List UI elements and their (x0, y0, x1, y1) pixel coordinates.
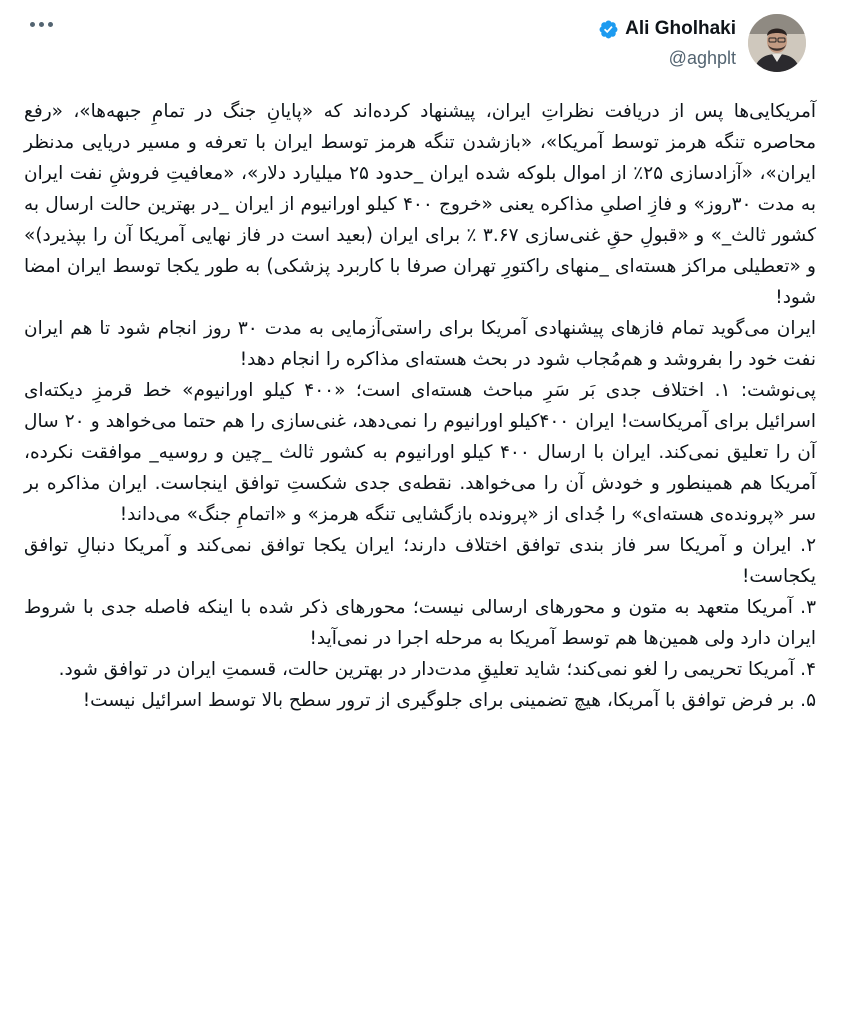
tweet-text (24, 96, 816, 716)
more-dot-icon (48, 22, 53, 27)
author-name-row (598, 18, 736, 40)
tweet-paragraph: ۴. آمریکا تحریمی را لغو نمی‌کند؛ شاید تعلیقِ مدت‌دار در بهترین حالت، قسمتِ ایران در توافق شود. (58, 659, 816, 680)
tweet-paragraph: پی‌نوشت: ۱. اختلاف جدی بَر سَرِ مباحث هسته‌ای است؛ «۴۰۰ کیلو اورانیوم» خط قرمزِ دیکته‌ای اسرائیل برای آمریکاست! ایران ۴۰۰کیلو اورانیوم را نمی‌دهد، غنی‌سازی را هم حتما می‌خواهد و ۲۰ سال آن را تعلیق نمی‌کند. ایران با ارسال ۴۰۰ کیلو اورانیوم به کشور ثالث _چین و روسیه_ موافقت نکرده، آمریکا هم همینطور و خودش آن را می‌خواهد. نقطه‌ی جدی شکستِ توافق اینجاست. ایران مذاکره بر سر «پرونده‌ی هسته‌ای» را جُدای از «پرونده بازگشایی تنگه هرمز» و «اتمامِ جنگ» می‌داند! (24, 380, 817, 525)
author-avatar[interactable] (748, 14, 806, 72)
tweet-header (0, 0, 846, 96)
tweet-paragraph: ۲. ایران و آمریکا سر فاز بندی توافق اختلاف دارند؛ ایران یکجا توافق نمی‌کند و آمریکا دنبالِ توافق یکجاست! (24, 535, 816, 587)
more-dot-icon (30, 22, 35, 27)
tweet-paragraph: ۵. بر فرض توافق با آمریکا، هیچ تضمینی برای جلوگیری از ترور سطح بالا توسط اسرائیل نیست! (82, 690, 816, 711)
tweet-paragraph: ۳. آمریکا متعهد به متون و محورهای ارسالی نیست؛ محورهای ذکر شده با اینکه فاصله جدی با شروط ایران دارد ولی همین‌ها هم توسط آمریکا به مرحله اجرا در نمی‌آید! (24, 597, 816, 649)
more-dot-icon (39, 22, 44, 27)
avatar-image (748, 14, 806, 72)
author-handle[interactable]: @aghplt (668, 48, 736, 68)
tweet-paragraph: آمریکایی‌ها پس از دریافت نظراتِ ایران، پیشنهاد کرده‌اند که «پایانِ جنگ در تمامِ جبهه‌ها»، «رفع محاصره تنگه هرمز توسط آمریکا»، «بازشدن تنگه هرمز توسط ایران با تعرفه و مسیر دریایی مدنظر ایران»، «آزادسازی ۲۵٪ از اموال بلوکه شده ایران _حدود ۲۵ میلیارد دلار»، «معافیتِ فروشِ نفت ایران به مدت ۳۰روز» و فازِ اصلیِ مذاکره یعنی «خروج ۴۰۰ کیلو اورانیوم از ایران _در بهترین حالت ارسال به کشور ثالث_» و «قبولِ حقِ غنی‌سازی ۳.۶۷ ٪ برای ایران (بعید است در فاز نهایی آمریکا آن را بپذیرد)» و «تعطیلی مراکز هسته‌ای _منهای راکتورِ تهران صرفا با کاربرد پزشکی) به طور یکجا توسط ایران امضا شود! (24, 101, 816, 308)
tweet-paragraph: ایران می‌گوید تمام فازهای پیشنهادی آمریکا برای راستی‌آزمایی به مدت ۳۰ روز انجام شود تا هم ایران نفت خود را بفروشد و هم‌مُجاب شود در بحث هسته‌ای مذاکره را انجام دهد! (24, 318, 817, 370)
more-options-button[interactable] (30, 14, 53, 34)
author-info (598, 18, 736, 69)
author-display-name[interactable]: Ali Gholhaki (625, 18, 736, 39)
verified-badge-icon (598, 19, 619, 40)
